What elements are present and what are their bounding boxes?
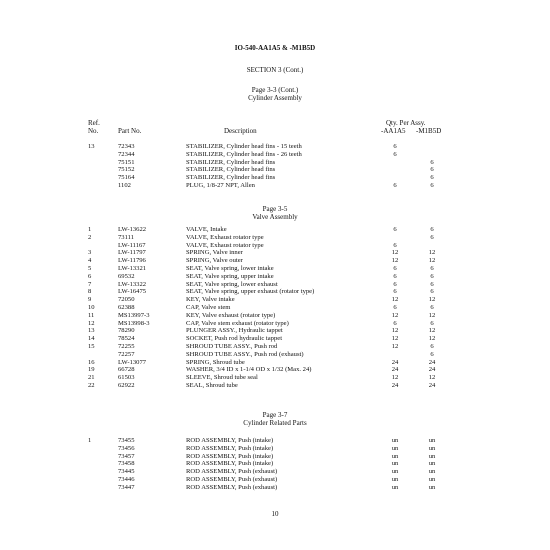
table-row: [0, 143, 550, 151]
sub-title: Valve Assembly: [252, 213, 298, 221]
description: STABILIZER, Cylinder head fins - 26 teeth: [186, 150, 302, 158]
description: SEAT, Valve spring, upper exhaust (rotator type): [186, 288, 315, 296]
ref-no: 11: [88, 311, 95, 319]
description: VALVE, Intake: [186, 226, 227, 233]
qty-aa1a5: 6: [393, 226, 397, 233]
qty-m1b5d: 6: [430, 280, 434, 288]
sub-title: Cylinder Related Parts: [243, 419, 307, 427]
part-no: LW-11797: [118, 249, 146, 257]
qty-aa1a5: 12: [391, 249, 399, 257]
table-row: [0, 159, 550, 167]
description: ROD ASSEMBLY, Push (exhaust): [186, 468, 278, 476]
table-row: [0, 234, 550, 242]
part-no: LW-13622: [118, 226, 147, 233]
qty-aa1a5: 6: [393, 241, 397, 249]
description: SEAL, Shroud tube: [186, 382, 238, 389]
qty-aa1a5: 6: [393, 265, 397, 272]
qty-aa1a5: 24: [391, 382, 399, 389]
qty-m1b5d: 6: [430, 350, 434, 358]
ref-no: 21: [88, 374, 95, 382]
description: PLUG, 1/8-27 NPT, Allen: [186, 182, 255, 189]
qty-aa1a5: 24: [391, 358, 399, 366]
qty-aa1a5: 6: [393, 304, 397, 311]
part-no: 75152: [118, 166, 135, 174]
description: ROD ASSEMBLY, Push (intake): [186, 460, 274, 468]
qty-m1b5d: 6: [430, 158, 434, 166]
part-no: 61503: [118, 374, 135, 382]
doc-title: IO-540-AA1A5 & -M1B5D: [234, 44, 316, 52]
qty-m1b5d: 6: [430, 265, 434, 272]
qty-aa1a5: 6: [393, 288, 397, 296]
part-no: 73457: [118, 452, 135, 460]
part-no: LW-13077: [118, 358, 147, 366]
part-no: 73446: [118, 476, 135, 483]
qty-m1b5d: 12: [428, 296, 436, 304]
qty-m1b5d: 6: [430, 166, 434, 174]
qty-m1b5d: un: [428, 460, 436, 468]
qty-m1b5d: 6: [430, 182, 434, 189]
qty-aa1a5: 6: [393, 280, 397, 288]
part-no: LW-13322: [118, 280, 147, 288]
header-description: Description: [224, 127, 257, 135]
ref-no: 1: [88, 226, 92, 233]
qty-aa1a5: 12: [391, 343, 399, 350]
qty-m1b5d: 6: [430, 288, 434, 296]
description: PLUNGER ASSY., Hydraulic tappet: [186, 327, 283, 335]
table-row: [0, 273, 550, 281]
description: KEY, Valve intake: [186, 296, 235, 304]
ref-no: 10: [88, 304, 95, 311]
part-no: 69532: [118, 272, 135, 280]
table-row: [0, 166, 550, 174]
ref-no: 22: [88, 382, 95, 389]
qty-aa1a5: 12: [391, 311, 399, 319]
qty-aa1a5: un: [391, 460, 399, 468]
header-col-aa1a5: -AA1A5: [381, 127, 406, 135]
ref-no: 5: [88, 265, 92, 272]
qty-m1b5d: un: [428, 444, 436, 452]
description: ROD ASSEMBLY, Push (intake): [186, 444, 274, 452]
sub-page-ref: Page 3-7: [262, 411, 288, 419]
qty-m1b5d: 12: [428, 335, 436, 343]
part-no: 72255: [118, 343, 135, 350]
qty-aa1a5: 12: [391, 296, 399, 304]
table-row: [0, 476, 550, 484]
qty-m1b5d: un: [428, 468, 436, 476]
qty-m1b5d: un: [428, 437, 436, 444]
description: SPRING, Valve outer: [186, 257, 243, 265]
qty-aa1a5: 6: [393, 319, 397, 327]
table-row: [0, 174, 550, 182]
ref-no: 6: [88, 272, 92, 280]
part-no: LW-11167: [118, 241, 146, 249]
description: SHROUD TUBE ASSY., Push rod (exhaust): [186, 350, 304, 358]
qty-aa1a5: 12: [391, 327, 399, 335]
qty-aa1a5: 6: [393, 182, 397, 189]
ref-no: 13: [88, 327, 95, 335]
qty-m1b5d: 24: [428, 366, 436, 374]
part-no: 72050: [118, 296, 135, 304]
table-row: [0, 437, 550, 445]
part-no: 73456: [118, 444, 135, 452]
table-row: [0, 374, 550, 382]
qty-m1b5d: 12: [428, 374, 436, 382]
description: KEY, Valve exhaust (rotator type): [186, 311, 276, 319]
qty-aa1a5: un: [391, 468, 399, 476]
description: ROD ASSEMBLY, Push (intake): [186, 437, 274, 444]
table-row: [0, 468, 550, 476]
ref-no: 14: [88, 335, 95, 343]
description: SPRING, Valve inner: [186, 249, 243, 257]
ref-no: 4: [88, 257, 92, 265]
part-no: 73447: [118, 483, 135, 491]
header-ref: Ref.: [88, 119, 100, 127]
description: SHROUD TUBE ASSY., Push rod: [186, 343, 278, 350]
qty-aa1a5: un: [391, 476, 399, 483]
qty-m1b5d: un: [428, 476, 436, 483]
qty-aa1a5: 6: [393, 150, 397, 158]
part-no: 73458: [118, 460, 135, 468]
description: VALVE, Exhaust rotator type: [186, 233, 264, 241]
ref-no: 9: [88, 296, 92, 304]
qty-aa1a5: 12: [391, 374, 399, 382]
description: SOCKET, Push rod hydraulic tappet: [186, 335, 283, 343]
qty-m1b5d: 6: [430, 233, 434, 241]
table-row: [0, 382, 550, 390]
qty-m1b5d: 12: [428, 311, 436, 319]
ref-no: 15: [88, 343, 95, 350]
table-row: [0, 242, 550, 250]
header-col-m1b5d: -M1B5D: [416, 127, 442, 135]
part-no: 73445: [118, 468, 135, 476]
qty-m1b5d: 6: [430, 226, 434, 233]
qty-m1b5d: 12: [428, 257, 436, 265]
table-row: [0, 445, 550, 453]
description: ROD ASSEMBLY, Push (intake): [186, 452, 274, 460]
part-no: MS13998-3: [118, 319, 150, 327]
part-no: 72343: [118, 143, 135, 150]
description: CAP, Valve stem exhaust (rotator type): [186, 319, 289, 327]
qty-aa1a5: un: [391, 437, 399, 444]
qty-m1b5d: 6: [430, 272, 434, 280]
table-row: [0, 151, 550, 159]
page-number: 10: [271, 510, 279, 518]
table-row: [0, 453, 550, 461]
part-no: 78524: [118, 335, 135, 343]
qty-m1b5d: 6: [430, 343, 434, 350]
qty-aa1a5: 6: [393, 143, 397, 150]
qty-aa1a5: un: [391, 444, 399, 452]
qty-m1b5d: 24: [428, 382, 436, 389]
table-row: [0, 351, 550, 359]
part-no: LW-13321: [118, 265, 147, 272]
description: ROD ASSEMBLY, Push (exhaust): [186, 483, 278, 491]
description: SLEEVE, Shroud tube seal: [186, 374, 258, 382]
ref-no: 7: [88, 280, 92, 288]
part-no: 62922: [118, 382, 135, 389]
table-row: [0, 304, 550, 312]
qty-m1b5d: un: [428, 483, 436, 491]
table-row: [0, 249, 550, 257]
description: VALVE, Exhaust rotator type: [186, 241, 264, 249]
table-row: [0, 312, 550, 320]
part-no: 78290: [118, 327, 135, 335]
part-no: LW-11796: [118, 257, 146, 265]
table-row: [0, 460, 550, 468]
part-no: 66728: [118, 366, 135, 374]
ref-no: 8: [88, 288, 92, 296]
table-row: [0, 182, 550, 190]
description: SPRING, Shroud tube: [186, 358, 245, 366]
table-row: [0, 265, 550, 273]
sub-page-ref: Page 3-5: [262, 205, 288, 213]
ref-no: 19: [88, 366, 95, 374]
description: SEAT, Valve spring, lower intake: [186, 265, 274, 272]
ref-no: 1: [88, 437, 92, 444]
part-no: 72257: [118, 350, 135, 358]
table-row: [0, 359, 550, 367]
qty-aa1a5: 12: [391, 257, 399, 265]
part-no: 73455: [118, 437, 135, 444]
qty-aa1a5: 12: [391, 335, 399, 343]
qty-m1b5d: 6: [430, 304, 434, 311]
table-row: [0, 335, 550, 343]
ref-no: 13: [88, 143, 95, 150]
ref-no: 16: [88, 358, 95, 366]
part-no: 1102: [118, 182, 131, 189]
qty-m1b5d: 6: [430, 319, 434, 327]
header-qty: Qty. Per Assy.: [386, 119, 426, 127]
table-row: [0, 366, 550, 374]
part-no: LW-16475: [118, 288, 147, 296]
ref-no: 12: [88, 319, 95, 327]
qty-aa1a5: un: [391, 483, 399, 491]
ref-no: 2: [88, 233, 92, 241]
part-no: 73111: [118, 233, 134, 241]
qty-m1b5d: 12: [428, 249, 436, 257]
description: STABILIZER, Cylinder head fins: [186, 174, 276, 182]
header-part-no: Part No.: [118, 127, 142, 135]
description: STABILIZER, Cylinder head fins: [186, 166, 276, 174]
qty-m1b5d: un: [428, 452, 436, 460]
description: SEAT, Valve spring, lower exhaust: [186, 280, 278, 288]
qty-m1b5d: 24: [428, 358, 436, 366]
table-row: [0, 281, 550, 289]
part-no: 72344: [118, 150, 135, 158]
sub-title: Cylinder Assembly: [248, 94, 302, 102]
table-row: [0, 257, 550, 265]
description: STABILIZER, Cylinder head fins: [186, 158, 276, 166]
ref-no: 3: [88, 249, 92, 257]
part-no: 62388: [118, 304, 135, 311]
qty-m1b5d: 12: [428, 327, 436, 335]
qty-aa1a5: 6: [393, 272, 397, 280]
qty-m1b5d: 6: [430, 174, 434, 182]
table-row: [0, 327, 550, 335]
table-row: [0, 226, 550, 234]
table-row: [0, 343, 550, 351]
table-row: [0, 320, 550, 328]
description: STABILIZER, Cylinder head fins - 15 teeth: [186, 143, 302, 150]
sub-page-ref: Page 3-3 (Cont.): [251, 86, 299, 94]
qty-aa1a5: un: [391, 452, 399, 460]
table-row: [0, 296, 550, 304]
description: SEAT, Valve spring, upper intake: [186, 272, 274, 280]
section-title: SECTION 3 (Cont.): [246, 66, 304, 74]
qty-aa1a5: 24: [391, 366, 399, 374]
description: WASHER, 3/4 ID x 1-1/4 OD x 1/32 (Max. 24): [186, 366, 312, 374]
description: ROD ASSEMBLY, Push (exhaust): [186, 476, 278, 483]
part-no: 75164: [118, 174, 135, 182]
table-row: [0, 288, 550, 296]
part-no: MS13997-3: [118, 311, 150, 319]
part-no: 75151: [118, 158, 135, 166]
table-row: [0, 484, 550, 492]
description: CAP, Valve stem: [186, 304, 231, 311]
header-ref-no: No.: [88, 127, 99, 135]
